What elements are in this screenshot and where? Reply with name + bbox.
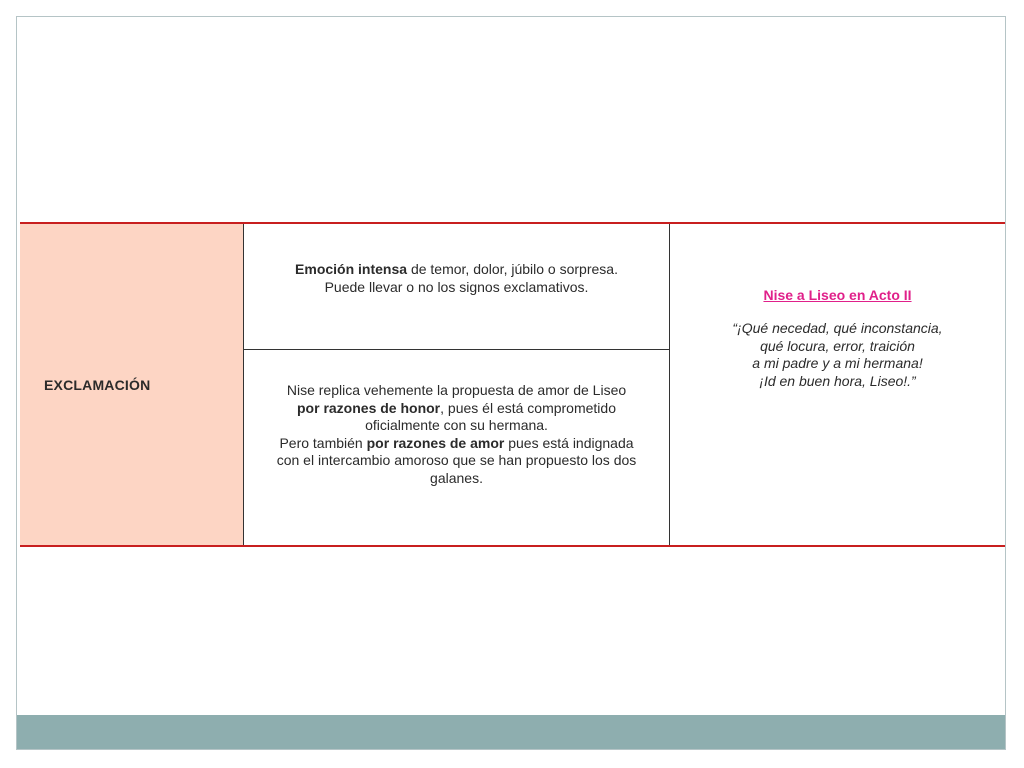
explanation-p1-end: oficialmente con su hermana. — [365, 417, 548, 433]
example-cell — [670, 224, 1005, 545]
explanation-p1-start: Nise replica vehemente la propuesta de amor de Liseo — [286, 382, 627, 398]
quote-line: a mi padre y a mi hermana! — [752, 355, 923, 371]
slide — [16, 16, 1006, 750]
example-quote — [670, 320, 1005, 390]
definition-rest: de temor, dolor, júbilo o sorpresa. — [407, 261, 618, 277]
definition-cell — [244, 224, 669, 350]
explanation-p1-bold: por razones de honor — [297, 399, 441, 416]
explanation-p2-line2: con el intercambio amoroso que se han propuesto los dos — [276, 452, 637, 468]
explanation-p2-start: Pero también — [279, 434, 367, 451]
explanation-p2-after: pues está indignada — [504, 434, 634, 451]
example-title: Nise a Liseo en Acto II — [763, 287, 912, 303]
definition-line2: Puede llevar o no los signos exclamativos. — [324, 278, 589, 295]
quote-line: qué locura, error, traición — [760, 337, 915, 354]
quote-line: ¡Id en buen hora, Liseo!.” — [759, 372, 916, 389]
description-column — [244, 224, 670, 545]
footer-bar — [17, 715, 1005, 749]
explanation-cell — [244, 350, 669, 545]
figure-table — [20, 222, 1005, 547]
label-cell — [20, 224, 244, 545]
explanation-p2-bold: por razones de amor — [366, 434, 505, 451]
definition-bold: Emoción intensa — [295, 261, 408, 277]
quote-line: “¡Qué necedad, qué inconstancia, — [732, 320, 943, 336]
label-text: EXCLAMACIÓN — [44, 376, 151, 393]
explanation-p2-line3: galanes. — [430, 469, 483, 486]
explanation-p1-after: , pues él está comprometido — [440, 399, 616, 416]
